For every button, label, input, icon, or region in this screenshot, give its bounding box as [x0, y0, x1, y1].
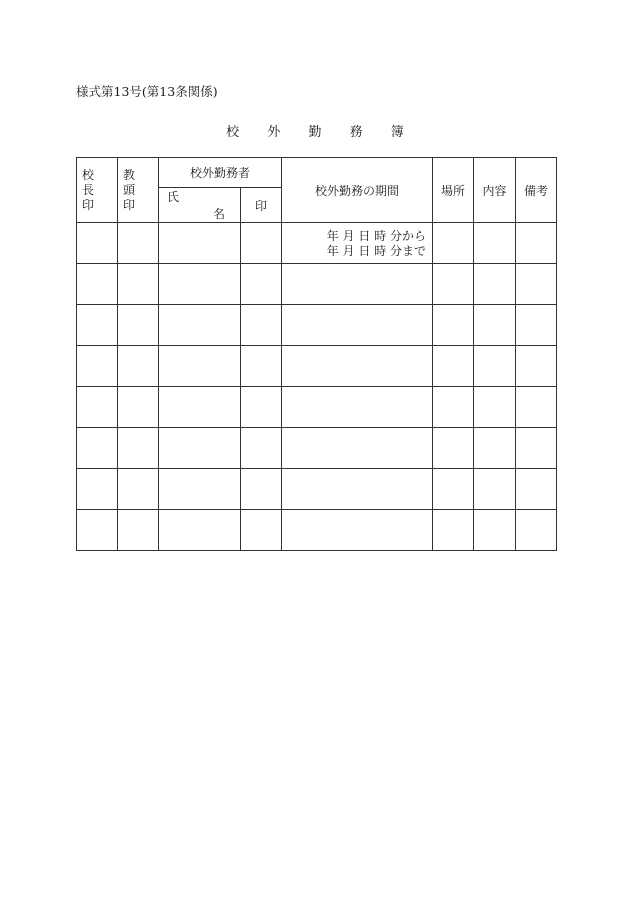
- remarks-header: 備考: [516, 158, 557, 223]
- place-cell[interactable]: [433, 428, 474, 469]
- content-cell[interactable]: [474, 264, 516, 305]
- principal-stamp-cell[interactable]: [77, 387, 118, 428]
- name-header: [159, 188, 241, 223]
- remarks-cell[interactable]: [516, 387, 557, 428]
- vice-principal-stamp-cell[interactable]: [118, 305, 159, 346]
- remarks-cell[interactable]: [516, 510, 557, 551]
- period-cell[interactable]: [282, 264, 433, 305]
- form-number: 様式第13号(第13条関係): [76, 84, 218, 99]
- vice-principal-stamp-label: 教 頭: [123, 167, 142, 197]
- content-cell[interactable]: [474, 510, 516, 551]
- vice-principal-stamp-cell[interactable]: [118, 346, 159, 387]
- table-row: [77, 510, 557, 551]
- period-header: 校外勤務の期間: [282, 158, 433, 223]
- worker-stamp-header: 印: [241, 188, 282, 223]
- vice-principal-stamp-cell[interactable]: [118, 428, 159, 469]
- vice-principal-stamp-cell[interactable]: [118, 387, 159, 428]
- principal-stamp-cell[interactable]: [77, 223, 118, 264]
- principal-stamp-cell[interactable]: [77, 305, 118, 346]
- remarks-cell[interactable]: [516, 223, 557, 264]
- table-row: [77, 264, 557, 305]
- name-cell[interactable]: [159, 305, 241, 346]
- place-cell[interactable]: [433, 305, 474, 346]
- period-cell[interactable]: [282, 469, 433, 510]
- name-cell[interactable]: [159, 346, 241, 387]
- place-cell[interactable]: [433, 387, 474, 428]
- content-cell[interactable]: [474, 387, 516, 428]
- worker-stamp-cell[interactable]: [241, 387, 282, 428]
- content-header: 内容: [474, 158, 516, 223]
- content-cell[interactable]: [474, 223, 516, 264]
- remarks-cell[interactable]: [516, 346, 557, 387]
- title-char: 外: [267, 125, 281, 140]
- period-to-text: 年 月 日 時 分まで: [326, 244, 427, 258]
- principal-stamp-cell[interactable]: [77, 264, 118, 305]
- content-cell[interactable]: [474, 428, 516, 469]
- vice-principal-stamp-cell[interactable]: [118, 264, 159, 305]
- place-cell[interactable]: [433, 510, 474, 551]
- title-char: 校: [226, 125, 240, 140]
- remarks-cell[interactable]: [516, 428, 557, 469]
- remarks-cell[interactable]: [516, 264, 557, 305]
- vice-principal-stamp-cell[interactable]: [118, 469, 159, 510]
- name-cell[interactable]: [159, 510, 241, 551]
- vice-principal-stamp-cell[interactable]: [118, 223, 159, 264]
- name-cell[interactable]: [159, 428, 241, 469]
- principal-stamp-cell[interactable]: [77, 510, 118, 551]
- table-row: [77, 305, 557, 346]
- title-char: 勤: [308, 125, 322, 140]
- table-row: [77, 469, 557, 510]
- place-cell[interactable]: [433, 346, 474, 387]
- worker-stamp-cell[interactable]: [241, 305, 282, 346]
- table-row: [77, 428, 557, 469]
- period-cell[interactable]: [282, 305, 433, 346]
- period-cell[interactable]: [282, 387, 433, 428]
- remarks-cell[interactable]: [516, 469, 557, 510]
- period-cell[interactable]: [282, 346, 433, 387]
- place-cell[interactable]: [433, 469, 474, 510]
- worker-stamp-cell[interactable]: [241, 223, 282, 264]
- vice-principal-stamp-cell[interactable]: [118, 510, 159, 551]
- worker-stamp-cell[interactable]: [241, 346, 282, 387]
- title-char: 務: [349, 125, 363, 140]
- place-cell[interactable]: [433, 223, 474, 264]
- worker-stamp-cell[interactable]: [241, 428, 282, 469]
- title-char: 簿: [390, 125, 404, 140]
- document-title: [0, 121, 630, 140]
- table-row: [77, 223, 557, 264]
- principal-stamp-cell[interactable]: [77, 346, 118, 387]
- place-header: 場所: [433, 158, 474, 223]
- name-cell[interactable]: [159, 387, 241, 428]
- name-cell[interactable]: [159, 264, 241, 305]
- principal-stamp-cell[interactable]: [77, 469, 118, 510]
- off-campus-worker-header: 校外勤務者: [159, 158, 282, 188]
- off-campus-work-register-table: [76, 157, 557, 551]
- period-cell[interactable]: [282, 428, 433, 469]
- period-cell[interactable]: [282, 223, 433, 264]
- table-row: [77, 346, 557, 387]
- worker-stamp-cell[interactable]: [241, 264, 282, 305]
- name-header-char: 氏: [167, 190, 180, 204]
- worker-stamp-cell[interactable]: [241, 469, 282, 510]
- name-header-char: 名: [213, 207, 226, 221]
- period-from-text: 年 月 日 時 分から: [326, 229, 427, 243]
- vice-principal-stamp-header: [118, 158, 159, 223]
- place-cell[interactable]: [433, 264, 474, 305]
- principal-stamp-mark: 印: [82, 197, 101, 212]
- remarks-cell[interactable]: [516, 305, 557, 346]
- content-cell[interactable]: [474, 305, 516, 346]
- principal-stamp-label: 校 長: [82, 167, 101, 197]
- principal-stamp-header: [77, 158, 118, 223]
- period-cell[interactable]: [282, 510, 433, 551]
- principal-stamp-cell[interactable]: [77, 428, 118, 469]
- worker-stamp-cell[interactable]: [241, 510, 282, 551]
- vice-principal-stamp-mark: 印: [123, 197, 142, 212]
- content-cell[interactable]: [474, 346, 516, 387]
- table-row: [77, 387, 557, 428]
- content-cell[interactable]: [474, 469, 516, 510]
- name-cell[interactable]: [159, 223, 241, 264]
- name-cell[interactable]: [159, 469, 241, 510]
